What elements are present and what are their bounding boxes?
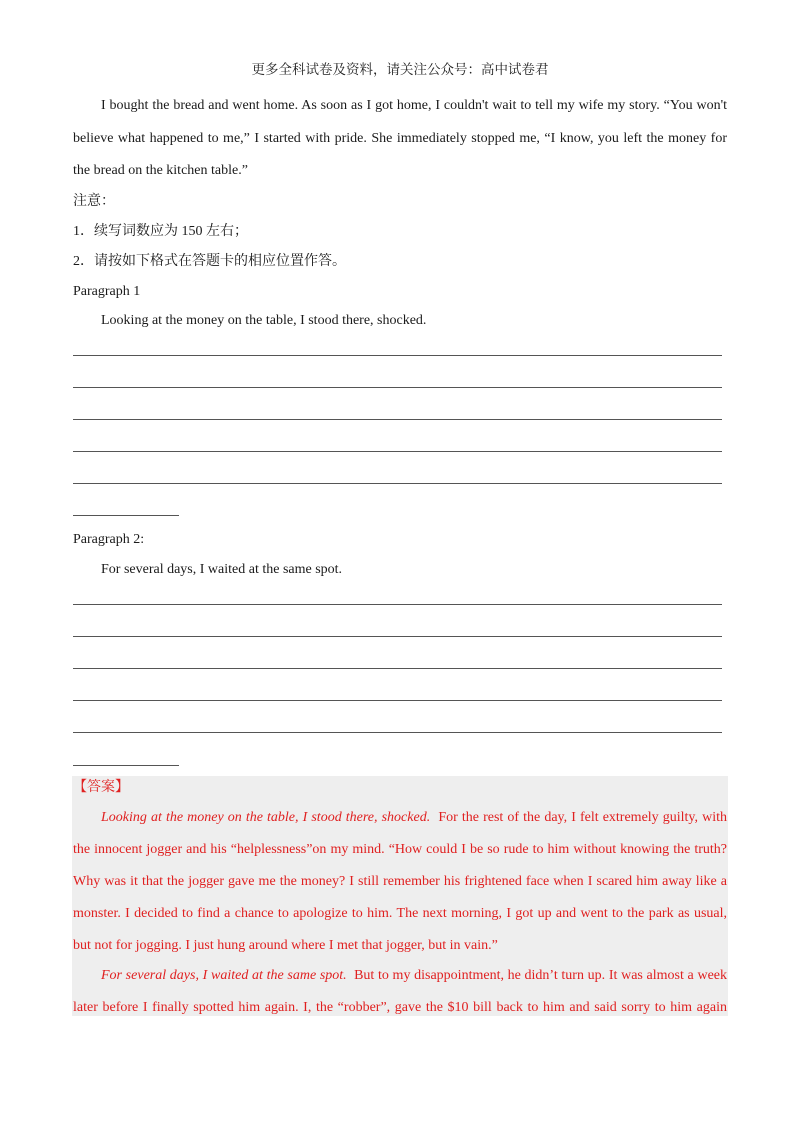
answer-line (73, 387, 722, 388)
notes-item-2: 2．请按如下格式在答题卡的相应位置作答。 (73, 254, 346, 269)
answer-line (73, 732, 722, 733)
answer-p1-line-2: the innocent jogger and his “helplessness”on my mind. “How could I be so rude to him without knowing the truth? (73, 842, 727, 857)
story-line-3: the bread on the kitchen table.” (73, 163, 248, 178)
answer-p1-line-3: Why was it that the jogger gave me the money? I still remember his frightened face when I scared him away like a (73, 874, 727, 889)
answer-p1-line-1-rest: For the rest of the day, I felt extremely guilty, with (438, 810, 727, 825)
answer-line (73, 451, 722, 452)
answer-p2-line-2: later before I finally spotted him again. I, the “robber”, gave the $10 bill back to him and said sorry to him again (73, 1000, 727, 1015)
answer-line (73, 636, 722, 637)
answer-line (73, 355, 722, 356)
answer-p2-line-1-rest: But to my disappointment, he didn’t turn up. It was almost a week (354, 968, 727, 983)
answer-p1-line-4: monster. I decided to find a chance to apologize to him. The next morning, I got up and went to the park as usual, (73, 906, 727, 921)
notes-item-1: 1．续写词数应为 150 左右； (73, 224, 248, 239)
story-line-2: believe what happened to me,” I started with pride. She immediately stopped me, “I know, you left the money for (73, 131, 727, 146)
answer-p1-line-5: but not for jogging. I just hung around where I met that jogger, but in vain.” (73, 938, 498, 953)
page-header: 更多全科试卷及资料，请关注公众号：高中试卷君 (251, 62, 549, 77)
answer-p1-line-1 (101, 809, 727, 827)
answer-p1-opening: Looking at the money on the table, I stood there, shocked. (101, 810, 431, 825)
paragraph-1-opening: Looking at the money on the table, I stood there, shocked. (101, 313, 427, 328)
notes-heading: 注意： (73, 194, 115, 209)
answer-line (73, 700, 722, 701)
answer-line (73, 419, 722, 420)
answer-line (73, 668, 722, 669)
answer-line (73, 483, 722, 484)
answer-line (73, 604, 722, 605)
answer-label: 【答案】 (73, 780, 129, 795)
story-line-1: I bought the bread and went home. As soon as I got home, I couldn't wait to tell my wife my story. “You won't (101, 98, 727, 113)
paragraph-2-label: Paragraph 2: (73, 532, 145, 547)
answer-p2-opening: For several days, I waited at the same spot. (101, 968, 347, 983)
answer-line-short (73, 515, 179, 516)
paragraph-2-opening: For several days, I waited at the same spot. (101, 562, 343, 577)
answer-line-short (73, 765, 179, 766)
answer-p2-line-1 (101, 967, 727, 985)
paragraph-1-label: Paragraph 1 (73, 284, 141, 299)
